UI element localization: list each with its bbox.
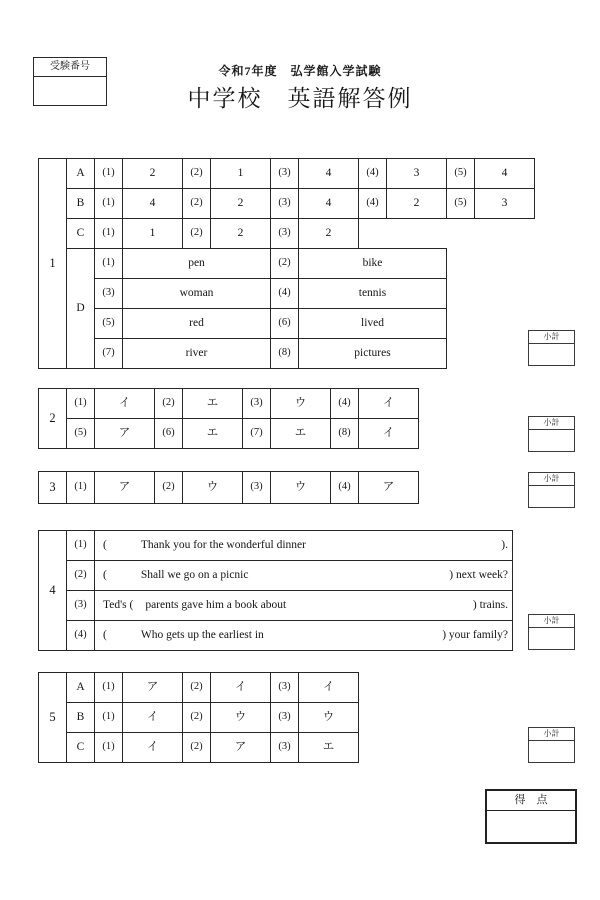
question-number-cell: (3) (243, 472, 271, 504)
question-number-cell: (1) (95, 189, 123, 219)
answer-cell: イ (359, 389, 419, 419)
question-number-cell: (8) (271, 339, 299, 369)
answer-cell: ア (123, 673, 183, 703)
answer-cell: ア (95, 419, 155, 449)
table-row (39, 419, 419, 449)
question-number-cell: (2) (183, 703, 211, 733)
answer-cell: ア (211, 733, 271, 763)
question-number-cell: (2) (183, 733, 211, 763)
question-number-cell: (4) (331, 472, 359, 504)
answer-cell: イ (123, 703, 183, 733)
question-number-cell: (1) (95, 159, 123, 189)
score-field (487, 811, 575, 842)
subtotal-box-1 (528, 330, 575, 366)
question-number-cell: (4) (67, 621, 95, 651)
sentence-suffix: ) next week? (449, 568, 508, 581)
section-5-table (38, 672, 359, 763)
answer-cell: tennis (299, 279, 447, 309)
answer-cell: ウ (271, 472, 331, 504)
question-number-cell: (4) (359, 189, 387, 219)
answer-cell: 3 (475, 189, 535, 219)
answer-cell: 2 (387, 189, 447, 219)
answer-cell: 2 (211, 219, 271, 249)
table-row (39, 621, 513, 651)
row-label-cell: A (67, 159, 95, 189)
table-row (39, 159, 535, 189)
sentence-answer-text: Shall we go on a picnic (140, 568, 249, 581)
question-number-cell: (3) (271, 703, 299, 733)
subtotal-field (529, 486, 574, 507)
subtotal-box-3 (528, 472, 575, 508)
answer-cell: ウ (271, 389, 331, 419)
question-number-cell: (4) (359, 159, 387, 189)
table-row (39, 309, 535, 339)
question-number-cell: (1) (67, 389, 95, 419)
question-number-cell: (4) (331, 389, 359, 419)
exam-number-label: 受験番号 (34, 58, 106, 77)
answer-cell: ウ (211, 703, 271, 733)
row-label-cell: B (67, 189, 95, 219)
table-row (39, 249, 535, 279)
row-label-cell: B (67, 703, 95, 733)
question-number-cell: (2) (155, 389, 183, 419)
answer-cell: 3 (387, 159, 447, 189)
exam-subtitle: 令和7年度 弘学館入学試験 (218, 64, 382, 78)
question-number-cell: (3) (271, 733, 299, 763)
sentence-prefix: Ted's ( (103, 598, 134, 611)
sentence-prefix: ( (103, 568, 107, 581)
answer-cell: ア (359, 472, 419, 504)
subtotal-field (529, 741, 574, 762)
answer-cell: 4 (475, 159, 535, 189)
question-number-cell: (1) (95, 219, 123, 249)
page-title: 中学校 英語解答例 (187, 86, 413, 111)
subtotal-box-5 (528, 727, 575, 763)
question-number-cell: (6) (155, 419, 183, 449)
sentence-answer-cell (95, 531, 513, 561)
answer-cell: イ (299, 673, 359, 703)
sentence-prefix: ( (103, 628, 107, 641)
answer-cell: 2 (299, 219, 359, 249)
sentence-answer-text: Who gets up the earliest in (140, 628, 264, 641)
subtotal-field (529, 430, 574, 451)
subtotal-field (529, 344, 574, 365)
question-number-cell: (5) (67, 419, 95, 449)
table-row (39, 389, 419, 419)
question-number-cell: (3) (67, 591, 95, 621)
question-number-cell: (1) (67, 472, 95, 504)
table-row (39, 189, 535, 219)
question-number-cell: (7) (95, 339, 123, 369)
row-label-cell: C (67, 219, 95, 249)
sentence-answer-cell (95, 561, 513, 591)
answer-cell: ア (95, 472, 155, 504)
question-number-cell: (1) (95, 673, 123, 703)
table-row (39, 339, 535, 369)
sentence-line (95, 540, 512, 552)
table-row (39, 531, 513, 561)
table-row (39, 673, 359, 703)
sentence-prefix: ( (103, 538, 107, 551)
section-1-number: 1 (39, 159, 67, 369)
sentence-answer-cell (95, 591, 513, 621)
answer-cell: 4 (123, 189, 183, 219)
table-row (39, 219, 535, 249)
answer-cell: pictures (299, 339, 447, 369)
question-number-cell: (2) (155, 472, 183, 504)
question-number-cell: (3) (271, 159, 299, 189)
sentence-answer-text: parents gave him a book about (145, 598, 287, 611)
question-number-cell: (3) (95, 279, 123, 309)
answer-cell: bike (299, 249, 447, 279)
section-4-number: 4 (39, 531, 67, 651)
table-row (39, 703, 359, 733)
question-number-cell: (3) (271, 673, 299, 703)
section-3-number: 3 (39, 472, 67, 504)
question-number-cell: (3) (243, 389, 271, 419)
question-number-cell: (1) (95, 733, 123, 763)
answer-cell: lived (299, 309, 447, 339)
question-number-cell: (4) (271, 279, 299, 309)
answer-cell: river (123, 339, 271, 369)
subtotal-label: 小計 (529, 728, 574, 741)
section-1-table (38, 158, 535, 369)
sentence-answer-cell (95, 621, 513, 651)
answer-cell: 2 (211, 189, 271, 219)
sentence-suffix: ). (501, 538, 508, 551)
sentence-answer-text: Thank you for the wonderful dinner (140, 538, 306, 551)
question-number-cell: (8) (331, 419, 359, 449)
question-number-cell: (5) (447, 189, 475, 219)
answer-cell: 4 (299, 189, 359, 219)
question-number-cell: (1) (67, 531, 95, 561)
question-number-cell: (1) (95, 249, 123, 279)
question-number-cell: (2) (183, 219, 211, 249)
answer-cell: エ (183, 419, 243, 449)
question-number-cell: (2) (67, 561, 95, 591)
answer-cell: エ (183, 389, 243, 419)
table-row (39, 733, 359, 763)
row-label-cell: A (67, 673, 95, 703)
answer-cell: ウ (299, 703, 359, 733)
score-label: 得 点 (487, 791, 575, 811)
question-number-cell: (2) (183, 159, 211, 189)
question-number-cell: (6) (271, 309, 299, 339)
section-5-number: 5 (39, 673, 67, 763)
sentence-suffix: ) your family? (442, 628, 508, 641)
subtotal-label: 小計 (529, 615, 574, 628)
question-number-cell: (5) (447, 159, 475, 189)
sentence-suffix: ) trains. (472, 598, 508, 611)
row-label-cell: C (67, 733, 95, 763)
question-number-cell: (3) (271, 189, 299, 219)
subtotal-field (529, 628, 574, 649)
row-label-cell: D (67, 249, 95, 369)
answer-cell: イ (95, 389, 155, 419)
question-number-cell: (7) (243, 419, 271, 449)
answer-cell: 4 (299, 159, 359, 189)
question-number-cell: (2) (183, 189, 211, 219)
section-2-number: 2 (39, 389, 67, 449)
sentence-line (95, 600, 512, 612)
question-number-cell: (2) (271, 249, 299, 279)
question-number-cell: (3) (271, 219, 299, 249)
question-number-cell: (2) (183, 673, 211, 703)
answer-cell: red (123, 309, 271, 339)
subtotal-box-2 (528, 416, 575, 452)
answer-cell: woman (123, 279, 271, 309)
question-number-cell: (1) (95, 703, 123, 733)
section-4-table (38, 530, 513, 651)
score-box (485, 789, 577, 844)
answer-cell: pen (123, 249, 271, 279)
subtotal-label: 小計 (529, 331, 574, 344)
answer-cell: エ (271, 419, 331, 449)
sentence-line (95, 570, 512, 582)
answer-cell: エ (299, 733, 359, 763)
section-3-table (38, 471, 419, 504)
subtotal-label: 小計 (529, 473, 574, 486)
answer-cell: イ (123, 733, 183, 763)
answer-cell: 2 (123, 159, 183, 189)
subtotal-label: 小計 (529, 417, 574, 430)
table-row (39, 561, 513, 591)
answer-cell: ウ (183, 472, 243, 504)
answer-cell: イ (211, 673, 271, 703)
sentence-line (95, 630, 512, 642)
answer-cell: イ (359, 419, 419, 449)
section-2-table (38, 388, 419, 449)
answer-cell: 1 (123, 219, 183, 249)
table-row (39, 472, 419, 504)
answer-cell: 1 (211, 159, 271, 189)
subtotal-box-4 (528, 614, 575, 650)
table-row (39, 591, 513, 621)
table-row (39, 279, 535, 309)
question-number-cell: (5) (95, 309, 123, 339)
